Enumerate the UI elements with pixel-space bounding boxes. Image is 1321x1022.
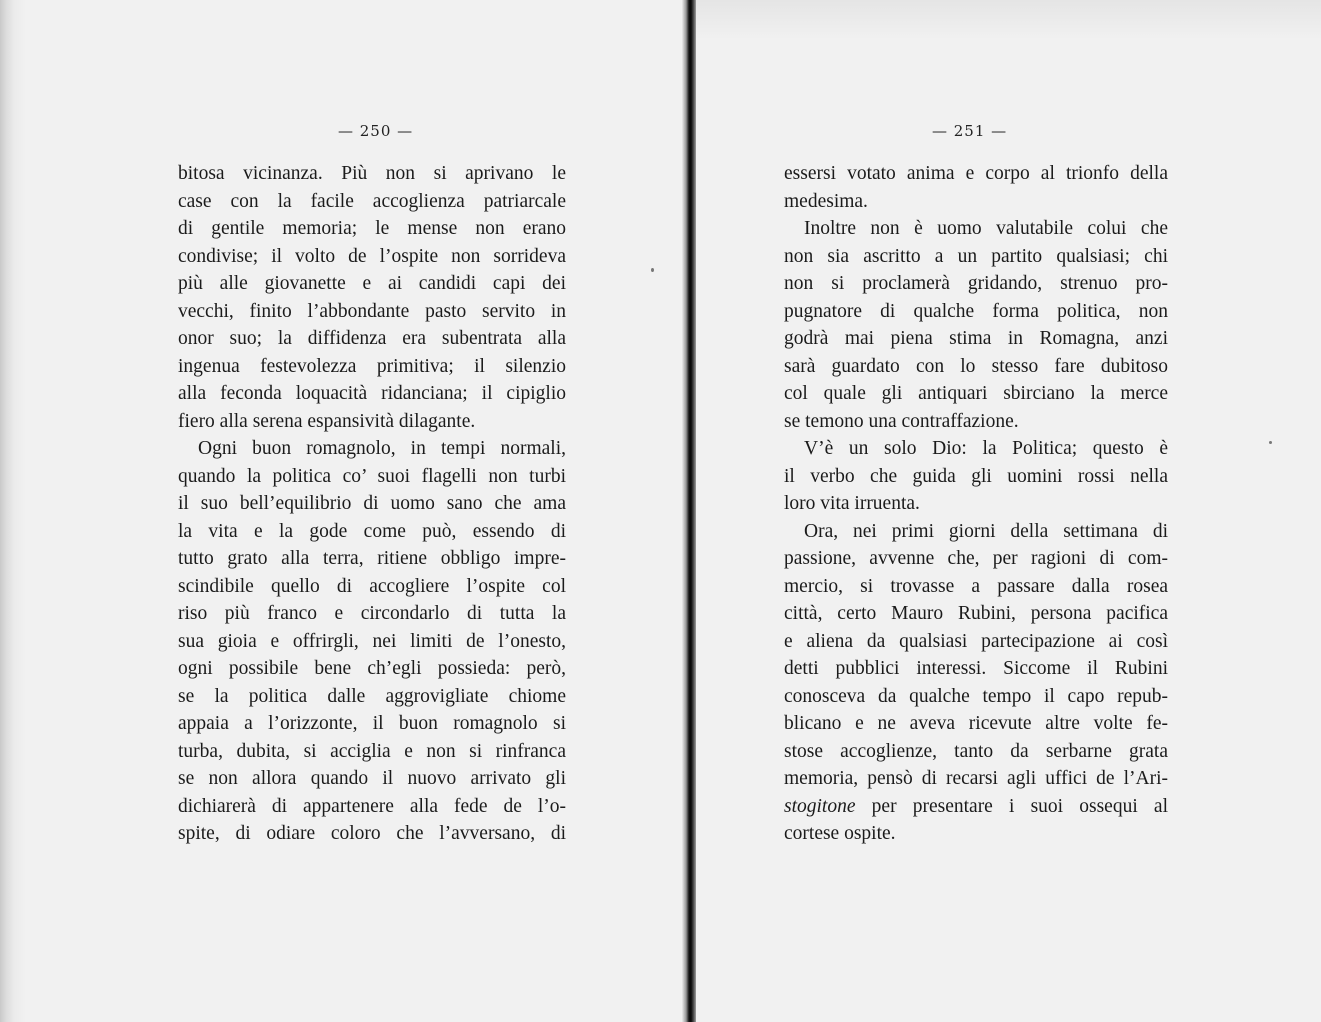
text-line: riso più franco e circondarlo di tutta la bbox=[178, 603, 566, 624]
text-line: conosceva da qualche tempo il capo repub- bbox=[784, 685, 1168, 707]
text-line: medesima. bbox=[784, 190, 868, 212]
paper-speck bbox=[651, 268, 654, 272]
text-line: tutto grato alla terra, ritiene obbligo impre- bbox=[178, 548, 566, 569]
text-line: sarà guardato con lo stesso fare dubitoso bbox=[784, 355, 1168, 377]
text-line: città, certo Mauro Rubini, persona pacifica bbox=[784, 603, 1168, 624]
text-line: bitosa vicinanza. Più non si aprivano le bbox=[178, 163, 566, 184]
text-line: Inoltre non è uomo valutabile colui che bbox=[804, 218, 1168, 239]
right-page-text bbox=[784, 160, 1168, 848]
text-line: non sia ascritto a un partito qualsiasi; chi bbox=[784, 245, 1168, 267]
text-line: pugnatore di qualche forma politica, non bbox=[784, 300, 1168, 322]
text-line: vecchi, finito l’abbondante pasto servito in bbox=[178, 300, 566, 322]
text-line: quando la politica co’ suoi flagelli non turbi bbox=[178, 465, 566, 487]
text-line: il verbo che guida gli uomini rossi nella bbox=[784, 465, 1168, 487]
right-page bbox=[696, 0, 1321, 1022]
text-line: V’è un solo Dio: la Politica; questo è bbox=[804, 438, 1168, 459]
text-line: fiero alla serena espansività dilagante. bbox=[178, 410, 476, 432]
text-line: se temono una contraffazione. bbox=[784, 410, 1019, 432]
page-edge-shadow bbox=[0, 0, 26, 1022]
page-shading bbox=[696, 0, 1321, 40]
text-line: turba, dubita, si acciglia e non si rinfranca bbox=[178, 740, 566, 762]
text-line: case con la facile accoglienza patriarcale bbox=[178, 190, 566, 212]
page-number-right: — 251 — bbox=[932, 122, 1008, 140]
text-line: blicano e ne aveva ricevute altre volte fe- bbox=[784, 713, 1168, 734]
text-line: sua gioia e offrirgli, nei limiti de l’onesto, bbox=[178, 630, 566, 652]
text-line: godrà mai piena stima in Romagna, anzi bbox=[784, 328, 1168, 349]
page-number-left: — 250 — bbox=[338, 122, 414, 140]
text-line: più alle giovanette e ai candidi capi dei bbox=[178, 273, 566, 294]
text-line: ingenua festevolezza primitiva; il silenzio bbox=[178, 355, 566, 377]
text-line: il suo bell’equilibrio di uomo sano che ama bbox=[178, 493, 566, 514]
text-line: e aliena da qualsiasi partecipazione ai così bbox=[784, 630, 1168, 652]
text-line: cortese ospite. bbox=[784, 823, 896, 844]
text-line: memoria, pensò di recarsi agli uffici de l’Ari- bbox=[784, 768, 1168, 789]
left-page-text bbox=[178, 160, 566, 848]
text-line bbox=[784, 793, 1168, 821]
text-line: Ogni buon romagnolo, in tempi normali, bbox=[198, 438, 566, 459]
line-remainder: per presentare i suoi ossequi al bbox=[855, 795, 1168, 817]
text-line: stose accoglienze, tanto da serbarne grata bbox=[784, 740, 1168, 762]
text-line: loro vita irruenta. bbox=[784, 493, 920, 514]
paper-speck bbox=[1269, 441, 1272, 444]
text-line: se la politica dalle aggrovigliate chiome bbox=[178, 685, 566, 707]
text-line: col quale gli antiquari sbirciano la merce bbox=[784, 383, 1168, 404]
text-line: Ora, nei primi giorni della settimana di bbox=[804, 520, 1168, 542]
text-line: scindibile quello di accogliere l’ospite col bbox=[178, 575, 566, 597]
text-line: essersi votato anima e corpo al trionfo della bbox=[784, 163, 1168, 184]
text-line: ogni possibile bene ch’egli possieda: però, bbox=[178, 658, 566, 679]
text-line: non si proclamerà gridando, strenuo pro- bbox=[784, 273, 1168, 294]
text-line: di gentile memoria; le mense non erano bbox=[178, 218, 566, 239]
text-line: appaia a l’orizzonte, il buon romagnolo si bbox=[178, 713, 566, 734]
text-line: onor suo; la diffidenza era subentrata alla bbox=[178, 328, 566, 349]
text-line: passione, avvenne che, per ragioni di com- bbox=[784, 548, 1168, 569]
text-line: se non allora quando il nuovo arrivato gli bbox=[178, 768, 566, 789]
italic-title: stogitone bbox=[784, 795, 856, 817]
text-line: spite, di odiare coloro che l’avversano, di bbox=[178, 823, 566, 844]
text-line: mercio, si trovasse a passare dalla rosea bbox=[784, 575, 1168, 597]
text-line: condivise; il volto de l’ospite non sorrideva bbox=[178, 245, 566, 267]
text-line: dichiarerà di appartenere alla fede de l’o- bbox=[178, 795, 566, 817]
text-line: la vita e la gode come può, essendo di bbox=[178, 520, 566, 542]
text-line: detti pubblici interessi. Siccome il Rubini bbox=[784, 658, 1168, 679]
text-line: alla feconda loquacità ridanciana; il cipiglio bbox=[178, 383, 566, 404]
